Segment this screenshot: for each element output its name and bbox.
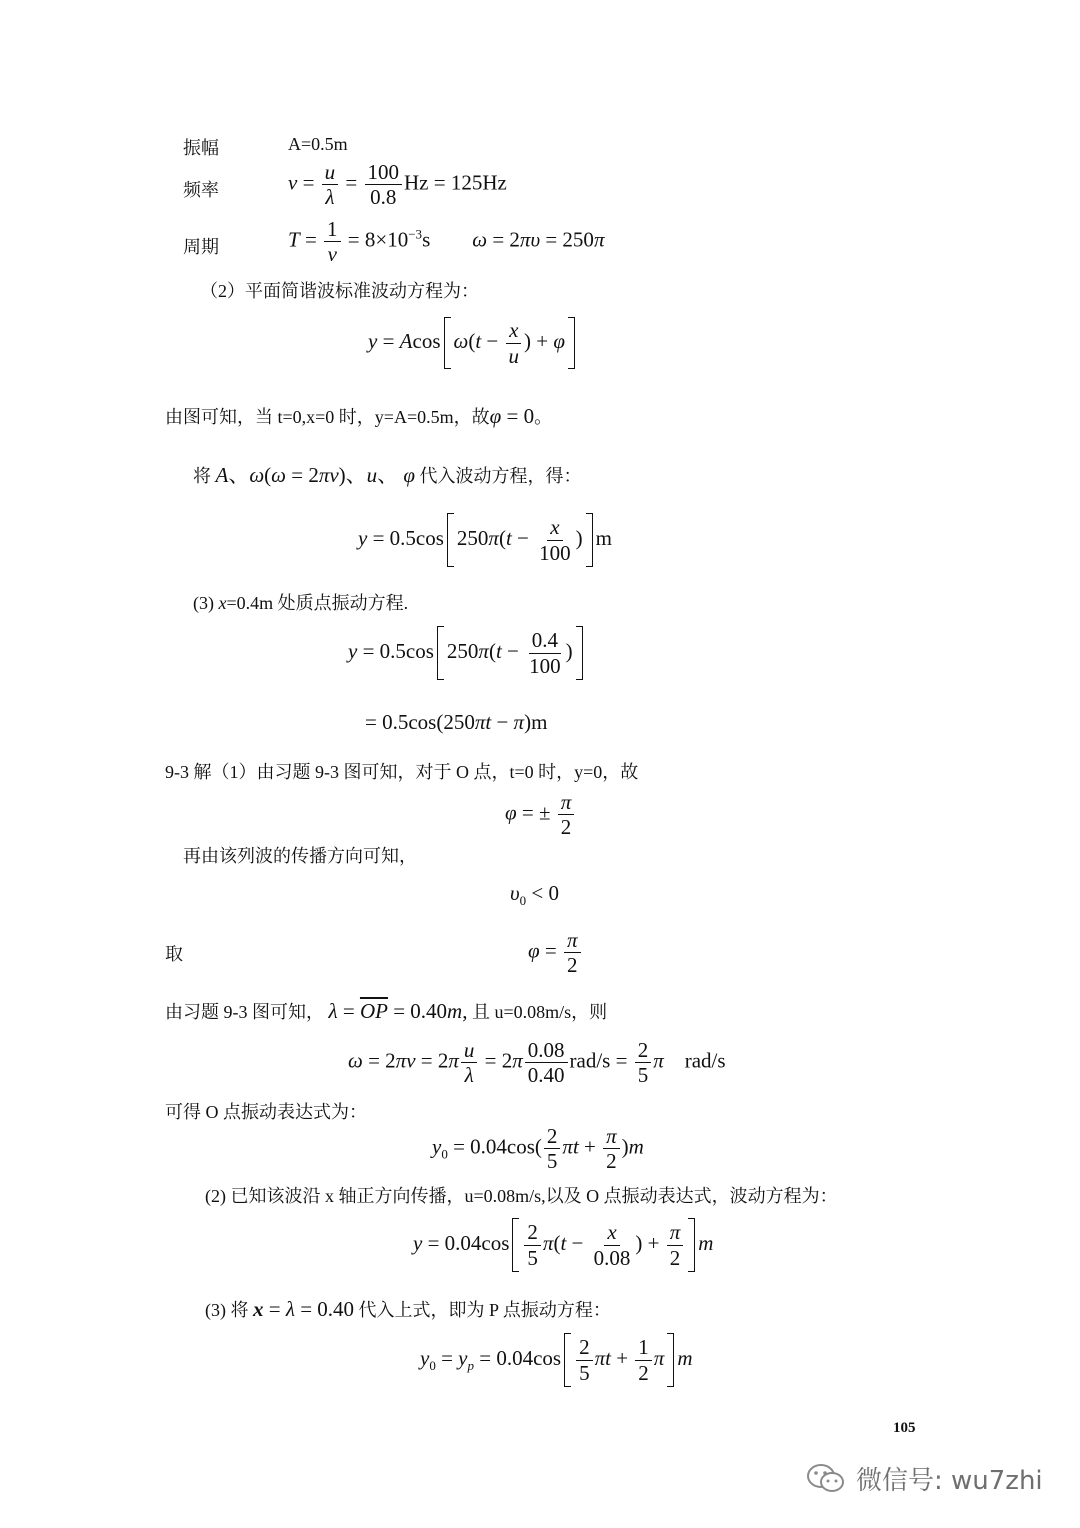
wave-equation-9-3: y = 0.04cos $\frac{2}{5}$ π(t − $\frac{x}{0.08}$ ) + $\frac{\pi}{2}$ m: [413, 1218, 713, 1272]
wavelength-paragraph: 由习题 9-3 图可知， $\lambda = \overline{OP} = 0.40m$, 且 u=0.08m/s，则: [165, 999, 608, 1023]
substitution-paragraph: 将 A、ω(ω = 2πv)、u、 φ 代入波动方程，得：: [193, 463, 582, 487]
section-3-heading: (3) x=0.4m 处质点振动方程.: [193, 593, 409, 613]
wechat-icon: [806, 1462, 846, 1496]
point-equation-result: = 0.5cos(250πt − π)m: [365, 710, 548, 734]
problem-9-3-intro: 9-3 解（1）由习题 9-3 图可知，对于 O 点，t=0 时，y=0，故: [165, 762, 639, 782]
phase-text: 由图可知，当 t=0,x=0 时，y=A=0.5m，故: [165, 407, 490, 427]
phase-paragraph: 由图可知，当 t=0,x=0 时，y=A=0.5m，故φ = 0。: [165, 404, 553, 428]
point-equation: y = 0.5cos 250π(t − $\frac{0.4}{100}$ ): [348, 626, 586, 680]
frequency-equation: v = $\frac{u}{\lambda}$ = $\frac{100}{0.8}$ Hz = 125Hz: [288, 160, 507, 210]
section-3c-text-b: 代入上式，即为 P 点振动方程：: [358, 1300, 611, 1320]
frequency-label: 频率: [183, 180, 219, 200]
section-2-heading: （2）平面简谐波标准波动方程为：: [200, 281, 479, 301]
watermark-text: 微信号: wu7zhi: [856, 1466, 1043, 1496]
phase-chosen: φ = $\frac{\pi}{2}$: [528, 928, 583, 977]
substitution-text-b: 代入波动方程，得：: [419, 466, 582, 486]
direction-paragraph: 再由该列波的传播方向可知，: [183, 846, 417, 866]
substitution-text-a: 将: [193, 466, 211, 486]
amplitude-value: A=0.5m: [288, 134, 348, 154]
amplitude-label: 振幅: [183, 138, 219, 158]
section-2b-heading: (2) 已知该波沿 x 轴正方向传播，u=0.08m/s,以及 O 点振动表达式，波动方程为：: [205, 1186, 838, 1206]
section-3-num: (3): [193, 593, 214, 613]
watermark: [806, 1460, 1043, 1497]
page-number: 105: [893, 1420, 916, 1436]
wave-equation-general: y = Acos ω(t − $\frac{x}{u}$ ) + φ: [368, 317, 578, 369]
section-3c-heading: (3) 将 x = λ = 0.40 代入上式，即为 P 点振动方程：: [205, 1297, 611, 1321]
velocity-condition: $\upsilon_0 < 0$: [510, 881, 559, 909]
p-point-equation: $y_0 = y_p = 0.04\cos$ $\frac{2}{5}$ πt + $\frac{1}{2}$ π m: [420, 1333, 693, 1387]
wave-equation-numeric: y = 0.5cos 250π(t − $\frac{x}{100}$ ) m: [358, 513, 612, 567]
wavelength-text-a: 由习题 9-3 图可知，: [165, 1002, 324, 1022]
phase-pm-equation: φ = ± $\frac{\pi}{2}$: [505, 790, 576, 839]
period-equation: T = $\frac{1}{v}$ = $8\times 10^{-3}s$ ω = 2πυ = 250π: [288, 217, 605, 267]
phase-text-end: 。: [534, 407, 553, 427]
take-label: 取: [165, 944, 183, 964]
o-point-paragraph: 可得 O 点振动表达式为：: [165, 1102, 367, 1122]
section-3-text: =0.4m 处质点振动方程.: [226, 593, 409, 613]
section-3c-text-a: (3) 将: [205, 1300, 249, 1320]
o-point-equation: $y_0 = 0.04\cos$( $\frac{2}{5}$ πt + $\frac{\pi}{2}$ )m: [432, 1124, 644, 1174]
omega-equation: ω = 2πv = 2π $\frac{u}{\lambda}$ = 2π $\frac{0.08}{0.40}$ rad/s = $\frac{2}{5}$ π rad/s: [348, 1038, 726, 1088]
period-label: 周期: [183, 237, 219, 257]
wavelength-text-b: 且 u=0.08m/s，则: [471, 1002, 608, 1022]
